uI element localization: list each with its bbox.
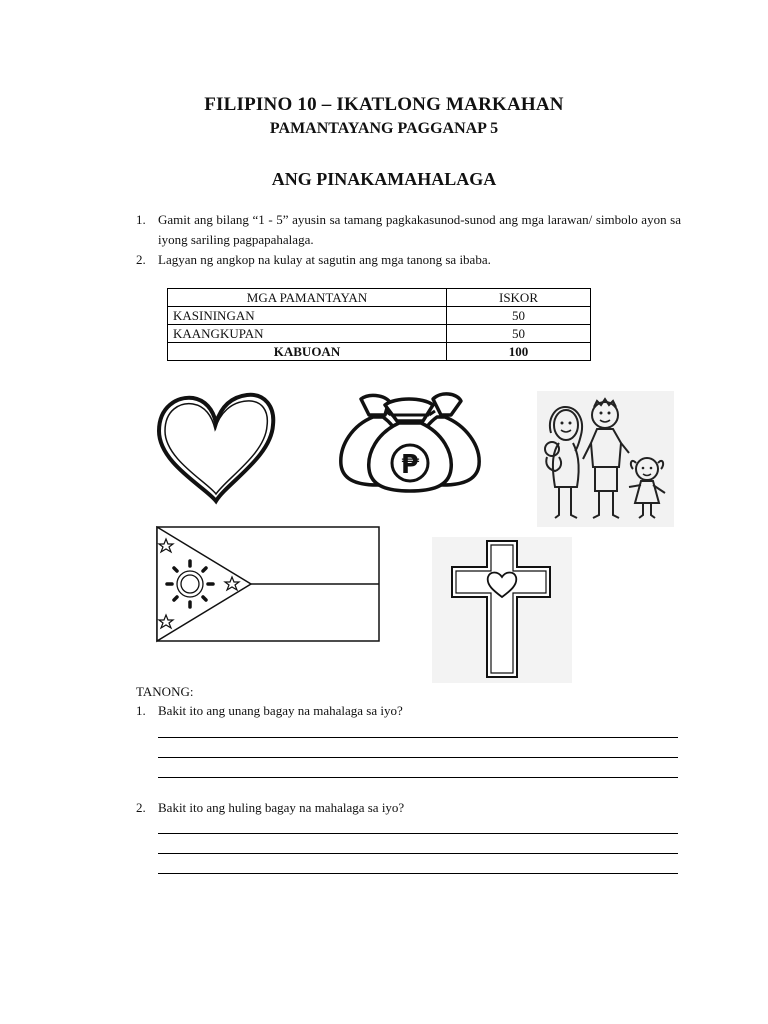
- activity-title: ANG PINAKAMAHALAGA: [271, 169, 497, 189]
- cross-heart-icon: [432, 537, 572, 683]
- rubric-header-criteria: MGA PAMANTAYAN: [168, 289, 447, 307]
- answer-line[interactable]: [158, 853, 678, 854]
- instruction-text: Lagyan ng angkop na kulay at sagutin ang mga tanong sa ibaba.: [158, 252, 491, 267]
- answer-line[interactable]: [158, 737, 678, 738]
- rubric-header-score: ISKOR: [447, 289, 591, 307]
- rubric-total-row: [168, 343, 591, 361]
- peso-symbol: ₱: [400, 450, 420, 480]
- questions-heading: TANONG:: [136, 684, 194, 699]
- rubric-header-row: [168, 289, 591, 307]
- table-row: [168, 325, 591, 343]
- rubric-table: [167, 288, 591, 361]
- question-text: Bakit ito ang huling bagay na mahalaga sa iyo?: [158, 800, 405, 815]
- answer-line[interactable]: [158, 777, 678, 778]
- answer-line[interactable]: [158, 757, 678, 758]
- instruction-number: 1.: [136, 212, 146, 227]
- rubric-criterion: KAANGKUPAN: [168, 325, 447, 343]
- question-number: 1.: [136, 703, 146, 718]
- rubric-criterion: KASININGAN: [168, 307, 447, 325]
- answer-line[interactable]: [158, 833, 678, 834]
- philippine-flag-icon: [156, 526, 381, 643]
- money-bags-icon: [333, 385, 488, 495]
- question-number: 2.: [136, 800, 146, 815]
- rubric-score: 50: [447, 307, 591, 325]
- rubric-total-score: 100: [447, 343, 591, 361]
- instruction-number: 2.: [136, 252, 146, 267]
- document-title: FILIPINO 10 – IKATLONG MARKAHAN: [204, 94, 564, 115]
- answer-line[interactable]: [158, 873, 678, 874]
- rubric-total-label: KABUOAN: [168, 343, 447, 361]
- table-row: [168, 307, 591, 325]
- rubric-score: 50: [447, 325, 591, 343]
- family-icon: [537, 391, 674, 527]
- document-subtitle: PAMANTAYANG PAGGANAP 5: [269, 120, 499, 137]
- question-text: Bakit ito ang unang bagay na mahalaga sa iyo?: [158, 703, 403, 718]
- heart-icon: [155, 391, 277, 505]
- instruction-text: Gamit ang bilang “1 - 5” ayusin sa tamang pagkakasunod-sunod ang mga larawan/ simbolo ayon sa iyong sariling pagpapahalaga.: [158, 212, 681, 247]
